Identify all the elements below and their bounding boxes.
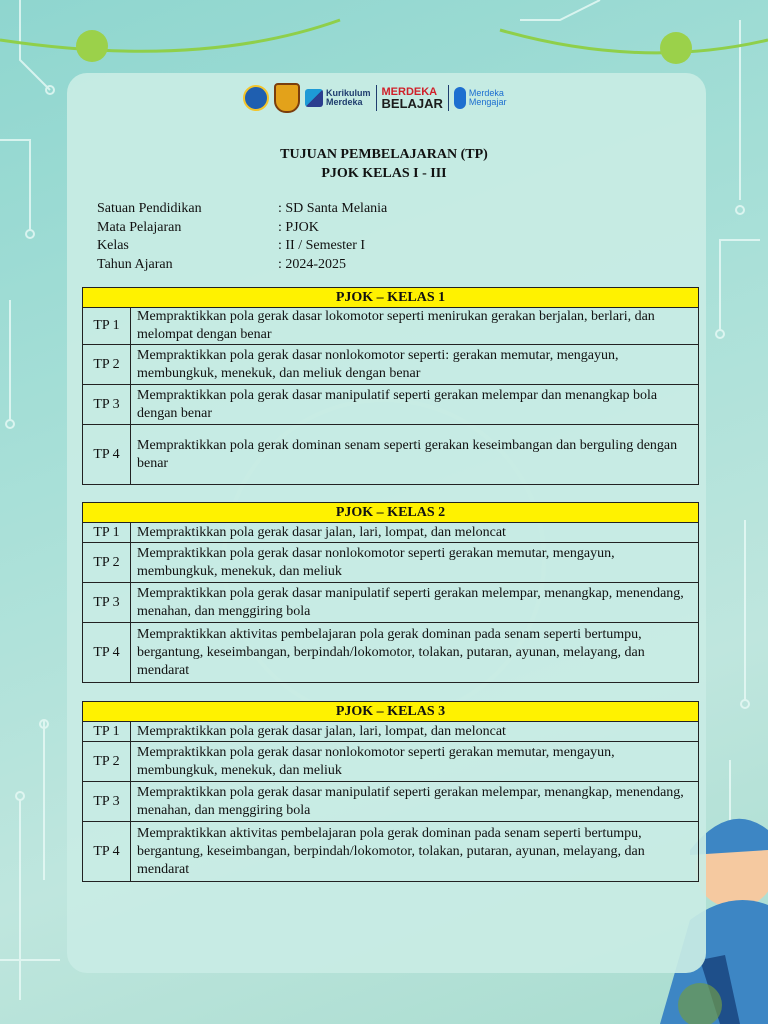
table-row bbox=[83, 722, 699, 742]
tp-description: Mempraktikkan pola gerak dasar jalan, lari, lompat, dan meloncat bbox=[131, 523, 699, 543]
tp-table-kelas-2 bbox=[82, 502, 699, 683]
tp-description: Mempraktikkan pola gerak dasar manipulatif seperti gerakan melempar dan menangkap bola dengan benar bbox=[131, 385, 699, 425]
info-row bbox=[97, 256, 387, 275]
table-header: PJOK – KELAS 3 bbox=[83, 702, 699, 722]
tp-code: TP 4 bbox=[83, 623, 131, 683]
table-row bbox=[83, 623, 699, 683]
tp-description: Mempraktikkan pola gerak dasar manipulatif seperti gerakan melempar, menangkap, menendang, menahan, dan menggiring bola bbox=[131, 782, 699, 822]
table-header: PJOK – KELAS 2 bbox=[83, 503, 699, 523]
info-row bbox=[97, 200, 387, 219]
tp-description: Mempraktikkan aktivitas pembelajaran pola gerak dominan pada senam seperti bertumpu, bergantung, keseimbangan, berpindah/lokomotor, tolakan, putaran, ayunan, melayang, dan mendarat bbox=[131, 822, 699, 882]
table-row bbox=[83, 742, 699, 782]
logo-separator bbox=[376, 85, 377, 111]
merdeka-belajar-line2: BELAJAR bbox=[381, 96, 443, 111]
table-row bbox=[83, 308, 699, 345]
tp-table-kelas-1 bbox=[82, 287, 699, 485]
table-row bbox=[83, 782, 699, 822]
info-value: : SD Santa Melania bbox=[278, 201, 388, 216]
merdeka-mengajar-logo bbox=[454, 87, 507, 109]
regional-emblem-icon bbox=[274, 83, 300, 113]
info-value: : 2024-2025 bbox=[278, 256, 347, 272]
tp-code: TP 4 bbox=[83, 425, 131, 485]
table-row bbox=[83, 425, 699, 485]
tp-description: Mempraktikkan pola gerak dasar jalan, lari, lompat, dan meloncat bbox=[131, 722, 699, 742]
info-label: Tahun Ajaran bbox=[97, 256, 173, 272]
info-value: : PJOK bbox=[278, 219, 319, 235]
tp-code: TP 1 bbox=[83, 308, 131, 345]
merdeka-mengajar-line2: Mengajar bbox=[468, 97, 507, 107]
merdeka-belajar-line1: MERDEKA bbox=[381, 86, 438, 98]
page-title: TUJUAN PEMBELAJARAN (TP) bbox=[280, 147, 488, 162]
merdeka-mengajar-icon bbox=[454, 87, 466, 109]
tp-description: Mempraktikkan aktivitas pembelajaran pola gerak dominan pada senam seperti bertumpu, bergantung, keseimbangan, berpindah/lokomotor, tolakan, putaran, ayunan, melayang, dan mendarat bbox=[131, 623, 699, 683]
tp-code: TP 3 bbox=[83, 782, 131, 822]
page-subtitle: PJOK KELAS I - III bbox=[321, 166, 447, 181]
kurikulum-merdeka-icon bbox=[305, 89, 323, 107]
table-row bbox=[83, 583, 699, 623]
tp-code: TP 3 bbox=[83, 385, 131, 425]
merdeka-mengajar-line1: Merdeka bbox=[468, 88, 504, 98]
info-value: : II / Semester I bbox=[278, 238, 366, 253]
tp-code: TP 2 bbox=[83, 543, 131, 583]
table-row bbox=[83, 523, 699, 543]
tp-description: Mempraktikkan pola gerak dominan senam seperti gerakan keseimbangan dan berguling dengan benar bbox=[131, 425, 699, 485]
merdeka-belajar-logo bbox=[382, 87, 443, 109]
tp-description: Mempraktikkan pola gerak dasar lokomotor seperti menirukan gerakan berjalan, berlari, dan melompat dengan benar bbox=[131, 308, 699, 345]
tp-code: TP 3 bbox=[83, 583, 131, 623]
info-label: Kelas bbox=[97, 238, 129, 253]
table-row bbox=[83, 345, 699, 385]
info-row bbox=[97, 219, 387, 238]
tp-table-kelas-3 bbox=[82, 701, 699, 882]
info-label: Satuan Pendidikan bbox=[97, 201, 202, 216]
tp-code: TP 2 bbox=[83, 345, 131, 385]
tp-code: TP 1 bbox=[83, 523, 131, 543]
info-row bbox=[97, 237, 387, 256]
info-block bbox=[97, 200, 387, 274]
tp-code: TP 1 bbox=[83, 722, 131, 742]
table-row bbox=[83, 543, 699, 583]
logo-separator bbox=[448, 85, 449, 111]
tp-description: Mempraktikkan pola gerak dasar nonlokomotor seperti: gerakan memutar, mengayun, membungkuk, menekuk, dan meliuk dengan benar bbox=[131, 345, 699, 385]
tp-description: Mempraktikkan pola gerak dasar nonlokomotor seperti gerakan memutar, mengayun, membungkuk, menekuk, dan meliuk bbox=[131, 543, 699, 583]
kurikulum-logo-line1: Kurikulum bbox=[326, 88, 371, 98]
tp-description: Mempraktikkan pola gerak dasar manipulatif seperti gerakan melempar, menangkap, menendang, menahan, dan menggiring bola bbox=[131, 583, 699, 623]
kurikulum-merdeka-logo bbox=[305, 89, 371, 107]
info-label: Mata Pelajaran bbox=[97, 219, 182, 235]
table-row bbox=[83, 385, 699, 425]
kurikulum-logo-line2: Merdeka bbox=[326, 97, 363, 107]
table-header: PJOK – KELAS 1 bbox=[83, 288, 699, 308]
table-row bbox=[83, 822, 699, 882]
tp-code: TP 2 bbox=[83, 742, 131, 782]
kemendikbud-logo-icon bbox=[243, 85, 269, 111]
logo-bar bbox=[243, 80, 525, 116]
tp-description: Mempraktikkan pola gerak dasar nonlokomotor seperti gerakan memutar, mengayun, membungkuk, menekuk, dan meliuk bbox=[131, 742, 699, 782]
tp-code: TP 4 bbox=[83, 822, 131, 882]
